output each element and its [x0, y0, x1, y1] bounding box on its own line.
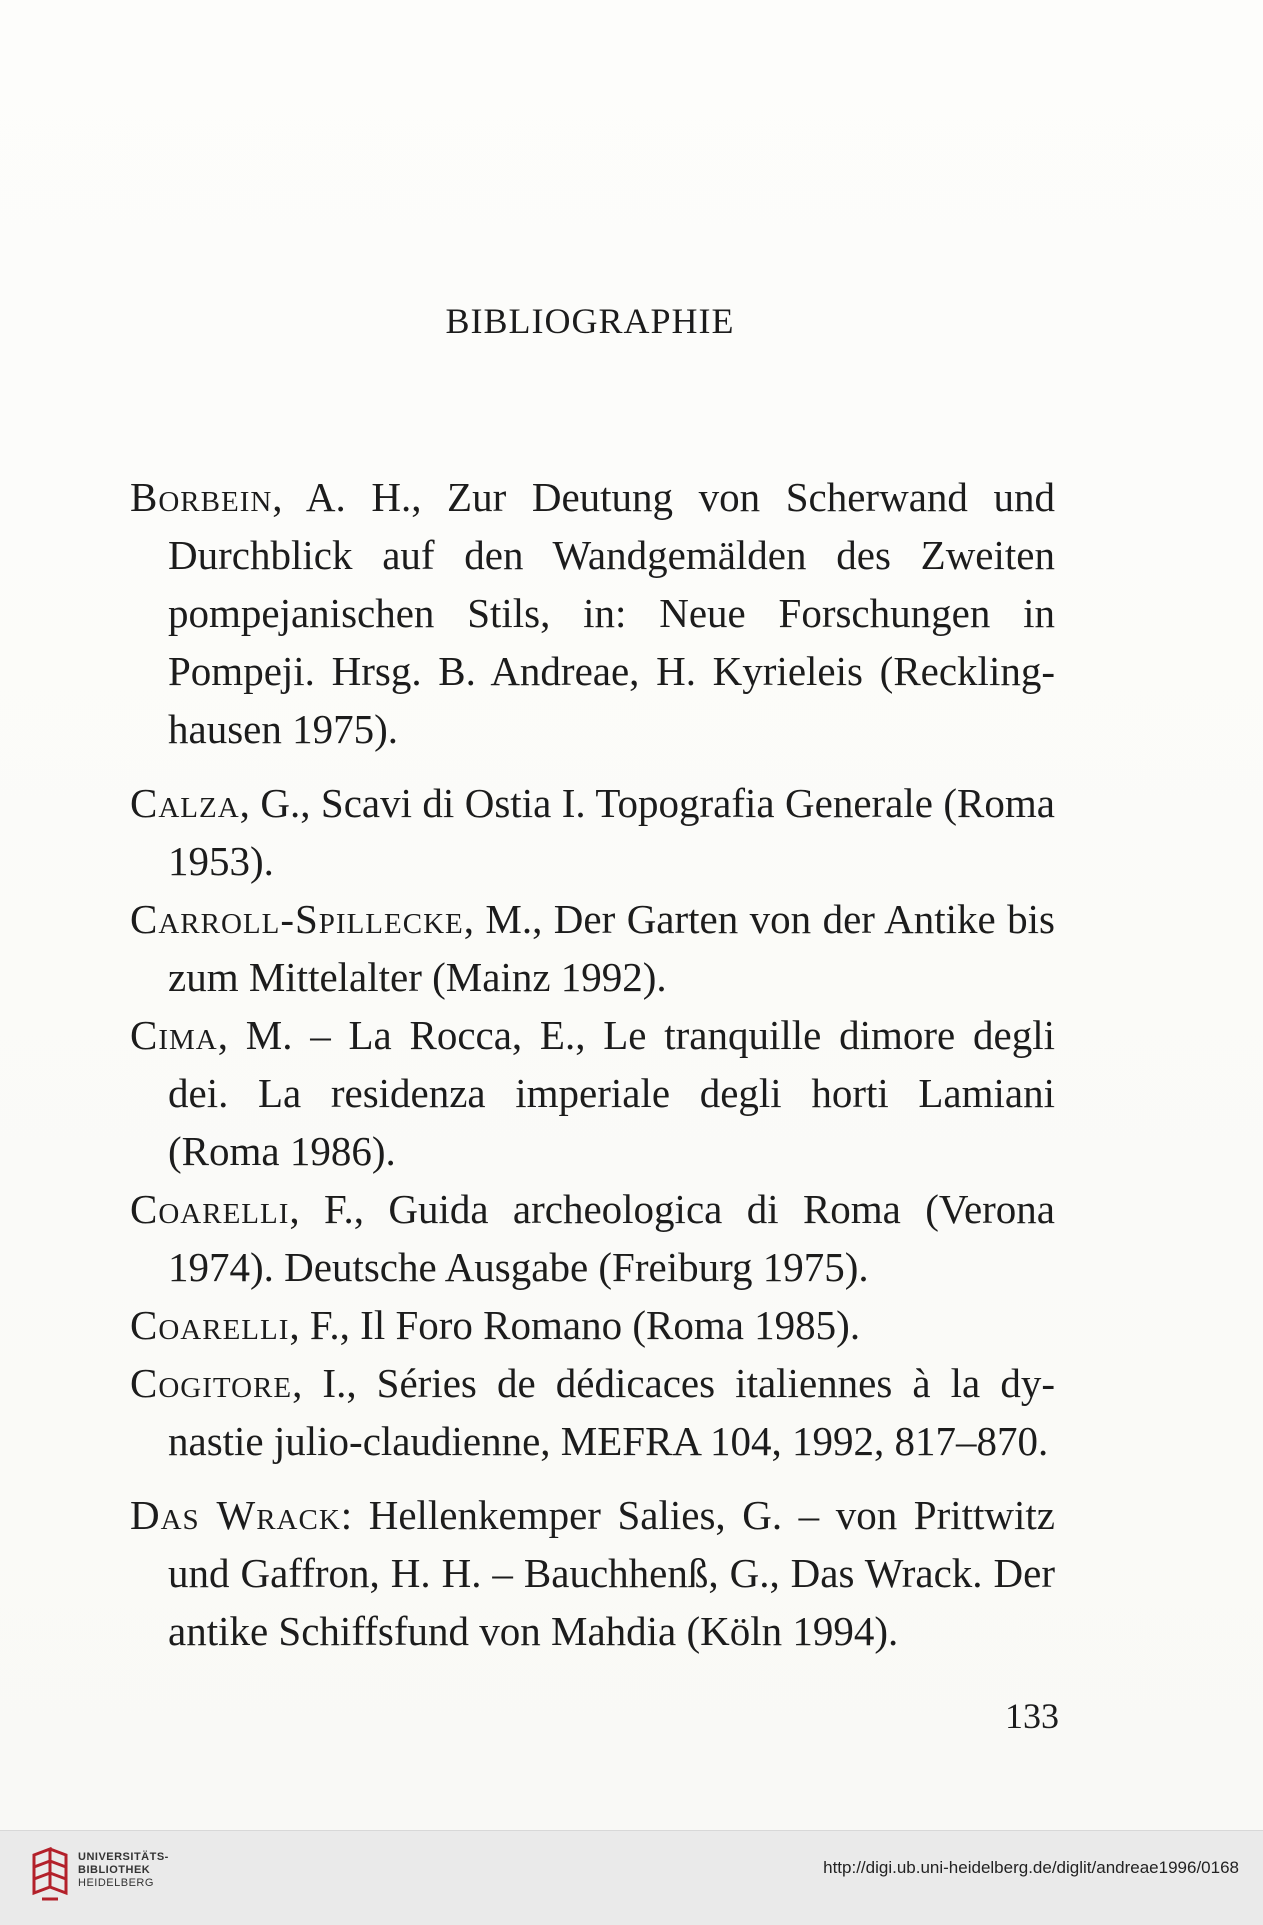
library-name-line: HEIDELBERG: [78, 1877, 154, 1889]
entry-author: Cima: [130, 1012, 218, 1058]
entry-author: Carroll-Spillecke: [130, 896, 464, 942]
entry-text: , M., Der Garten von der Antike bis zum Mittelalter (Mainz 1992).: [168, 896, 1055, 1000]
entry-author: Coarelli: [130, 1302, 290, 1348]
entry-text: , G., Scavi di Ostia I. Topografia Generale (Roma 1953).: [168, 780, 1055, 884]
library-name: [78, 1851, 169, 1890]
permalink-url[interactable]: http://digi.ub.uni-heidelberg.de/diglit/andreae1996/0168: [823, 1858, 1239, 1877]
page-number: 133: [1005, 1696, 1059, 1736]
bibliography-entry: [130, 1180, 1055, 1296]
page-title: BIBLIOGRAPHIE: [445, 301, 735, 341]
bibliography-entry: [130, 468, 1055, 758]
bibliography-entry: [130, 1354, 1055, 1470]
entry-text: , F., Guida archeologica di Roma (Verona 1974). Deutsche Ausgabe (Freiburg 1975).: [168, 1186, 1055, 1290]
bibliography-entry: [130, 1296, 1055, 1354]
entry-text: , F., Il Foro Romano (Roma 1985).: [289, 1302, 861, 1348]
bibliography-entry: [130, 1486, 1055, 1660]
bibliography-entry: [130, 890, 1055, 1006]
entry-author: Borbein: [130, 474, 273, 520]
entry-author: Das Wrack: [130, 1492, 341, 1538]
bibliography-entry: [130, 1006, 1055, 1180]
bibliography-list: [130, 468, 1055, 1660]
entry-text: , M. – La Rocca, E., Le tranquille dimore degli dei. La residenza imperiale degli horti Lamiani (Roma 1986).: [168, 1012, 1055, 1174]
entry-author: Calza: [130, 780, 240, 826]
library-name-line: BIBLIOTHEK: [78, 1864, 151, 1876]
library-name-line: UNIVERSITÄTS-: [78, 1851, 169, 1863]
entry-text: , A. H., Zur Deutung von Scherwand und Durchblick auf den Wandgemälden des Zweiten pompejanischen Stils, in: Neue Forschungen in Pompeji. Hrsg. B. Andreae, H. Kyrieleis (Reckling-hausen 1975).: [168, 474, 1055, 752]
library-logo-icon[interactable]: [28, 1847, 70, 1905]
bibliography-entry: [130, 774, 1055, 890]
viewer-footer: [0, 1830, 1263, 1925]
entry-text: , I., Séries de dédicaces italiennes à la dy-nastie julio-claudienne, MEFRA 104, 1992, 817–870.: [168, 1360, 1055, 1464]
entry-author: Cogitore: [130, 1360, 293, 1406]
entry-author: Coarelli: [130, 1186, 290, 1232]
entry-text: : Hellenkemper Salies, G. – von Prittwitz und Gaffron, H. H. – Bauchhenß, G., Das Wrack. Der antike Schiffsfund von Mahdia (Köln 1994).: [168, 1492, 1055, 1654]
